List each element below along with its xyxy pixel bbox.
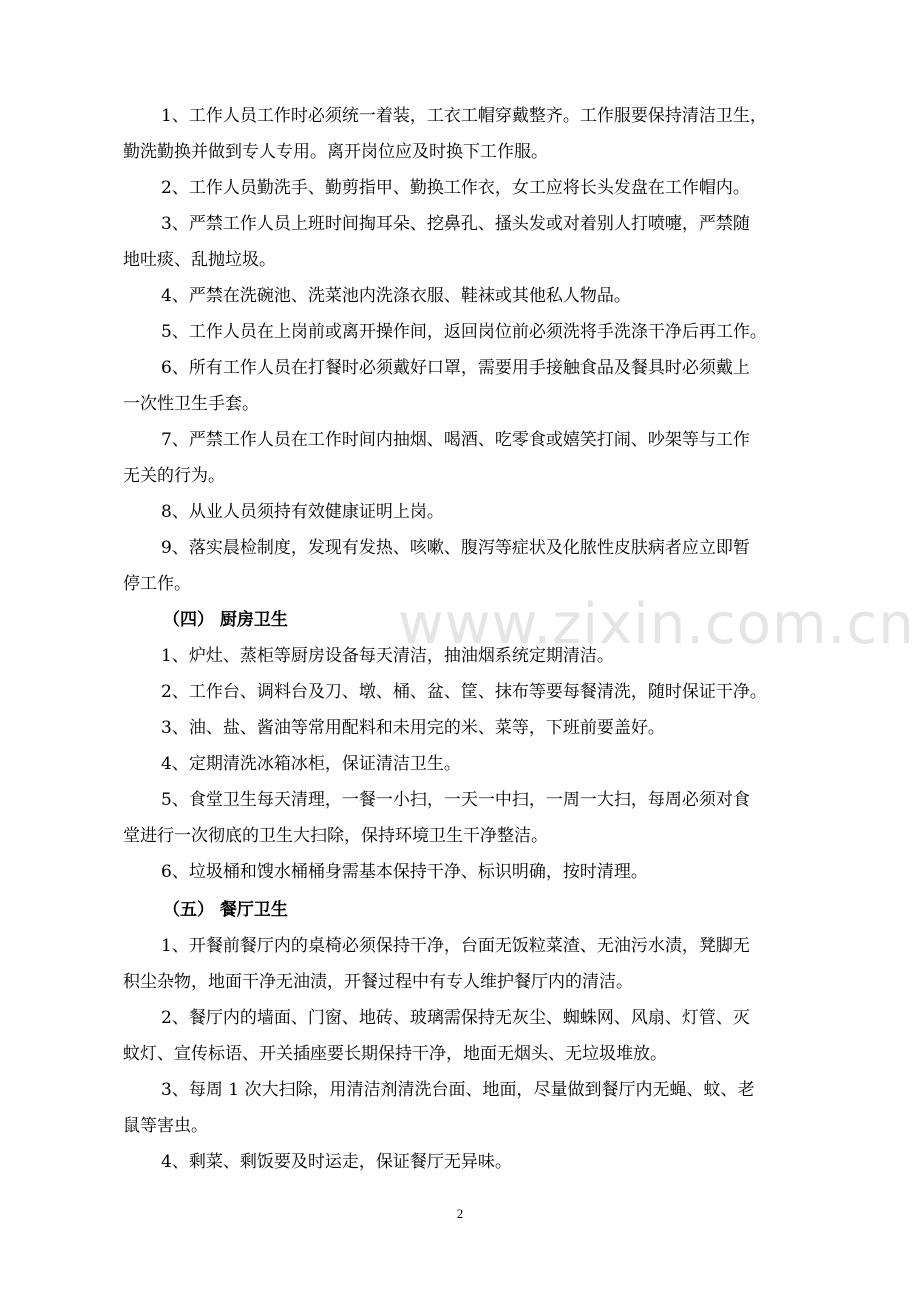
item-line: 2、餐厅内的墙面、门窗、地砖、玻璃需保持无灰尘、蜘蛛网、风扇、灯管、灭 (161, 1008, 750, 1028)
list-item (123, 746, 803, 782)
item-line: 6、所有工作人员在打餐时必须戴好口罩，需要用手接触食品及餐具时必须戴上 (161, 358, 750, 378)
watermark: www.zixin.com.cn (398, 592, 915, 657)
item-line: 4、严禁在洗碗池、洗菜池内洗涤衣服、鞋袜或其他私人物品。 (161, 286, 631, 306)
item-line: 一次性卫生手套。 (123, 394, 259, 414)
list-item (123, 494, 803, 530)
item-line: 3、油、盐、酱油等常用配料和未用完的米、菜等，下班前要盖好。 (161, 718, 665, 738)
list-item (123, 782, 803, 854)
list-item (123, 422, 803, 494)
list-item (123, 350, 803, 422)
item-line: 1、开餐前餐厅内的桌椅必须保持干净，台面无饭粒菜渣、无油污水渍，凳脚无 (161, 936, 750, 956)
item-line: 3、每周 1 次大扫除，用清洁剂清洗台面、地面，尽量做到餐厅内无蝇、蚊、老 (161, 1080, 755, 1100)
list-item (123, 314, 803, 350)
page-number: 2 (456, 1206, 464, 1221)
item-line: 鼠等害虫。 (123, 1116, 208, 1136)
list-item (123, 1144, 803, 1180)
item-line: 7、严禁工作人员在工作时间内抽烟、喝酒、吃零食或嬉笑打闹、吵架等与工作 (161, 430, 750, 450)
list-item (123, 1072, 803, 1144)
list-item (123, 98, 803, 170)
item-line: 5、食堂卫生每天清理，一餐一小扫，一天一中扫，一周一大扫，每周必须对食 (161, 790, 750, 810)
item-line: 9、落实晨检制度，发现有发热、咳嗽、腹泻等症状及化脓性皮肤病者应立即暂 (161, 538, 750, 558)
item-line: 4、定期清洗冰箱冰柜，保证清洁卫生。 (161, 754, 461, 774)
list-item (123, 1000, 803, 1072)
item-line: 积尘杂物，地面干净无油渍，开餐过程中有专人维护餐厅内的清洁。 (123, 972, 633, 992)
item-line: 2、工作人员勤洗手、勤剪指甲、勤换工作衣，女工应将长头发盘在工作帽内。 (161, 178, 750, 198)
item-line: 堂进行一次彻底的卫生大扫除，保持环境卫生干净整洁。 (123, 826, 548, 846)
item-line: 3、严禁工作人员上班时间掏耳朵、挖鼻孔、搔头发或对着别人打喷嚏，严禁随 (161, 214, 750, 234)
list-item (123, 928, 803, 1000)
list-item (123, 854, 803, 890)
item-line: 地吐痰、乱抛垃圾。 (123, 250, 276, 270)
section-heading-kitchen: （四） 厨房卫生 (163, 610, 288, 630)
item-line: 勤洗勤换并做到专人专用。离开岗位应及时换下工作服。 (123, 142, 548, 162)
item-line: 8、从业人员须持有效健康证明上岗。 (161, 502, 444, 522)
item-line: 6、垃圾桶和馊水桶桶身需基本保持干净、标识明确，按时清理。 (161, 862, 648, 882)
item-line: 停工作。 (123, 574, 191, 594)
list-item (123, 170, 803, 206)
list-item (123, 674, 803, 710)
list-item (123, 278, 803, 314)
item-line: 1、炉灶、蒸柜等厨房设备每天清洁，抽油烟系统定期清洁。 (161, 646, 614, 666)
list-item (123, 638, 803, 674)
item-line: 4、剩菜、剩饭要及时运走，保证餐厅无异味。 (161, 1152, 512, 1172)
list-item (123, 530, 803, 602)
item-line: 1、工作人员工作时必须统一着装，工衣工帽穿戴整齐。工作服要保持清洁卫生， (161, 106, 767, 126)
item-line: 无关的行为。 (123, 466, 225, 486)
list-item (123, 206, 803, 278)
item-line: 蚊灯、宣传标语、开关插座要长期保持干净，地面无烟头、无垃圾堆放。 (123, 1044, 667, 1064)
list-item (123, 710, 803, 746)
item-line: 5、工作人员在上岗前或离开操作间，返回岗位前必须洗将手洗涤干净后再工作。 (161, 322, 767, 342)
section-heading-dining: （五） 餐厅卫生 (163, 900, 288, 920)
item-line: 2、工作台、调料台及刀、墩、桶、盆、筐、抹布等要每餐清洗，随时保证干净。 (161, 682, 767, 702)
